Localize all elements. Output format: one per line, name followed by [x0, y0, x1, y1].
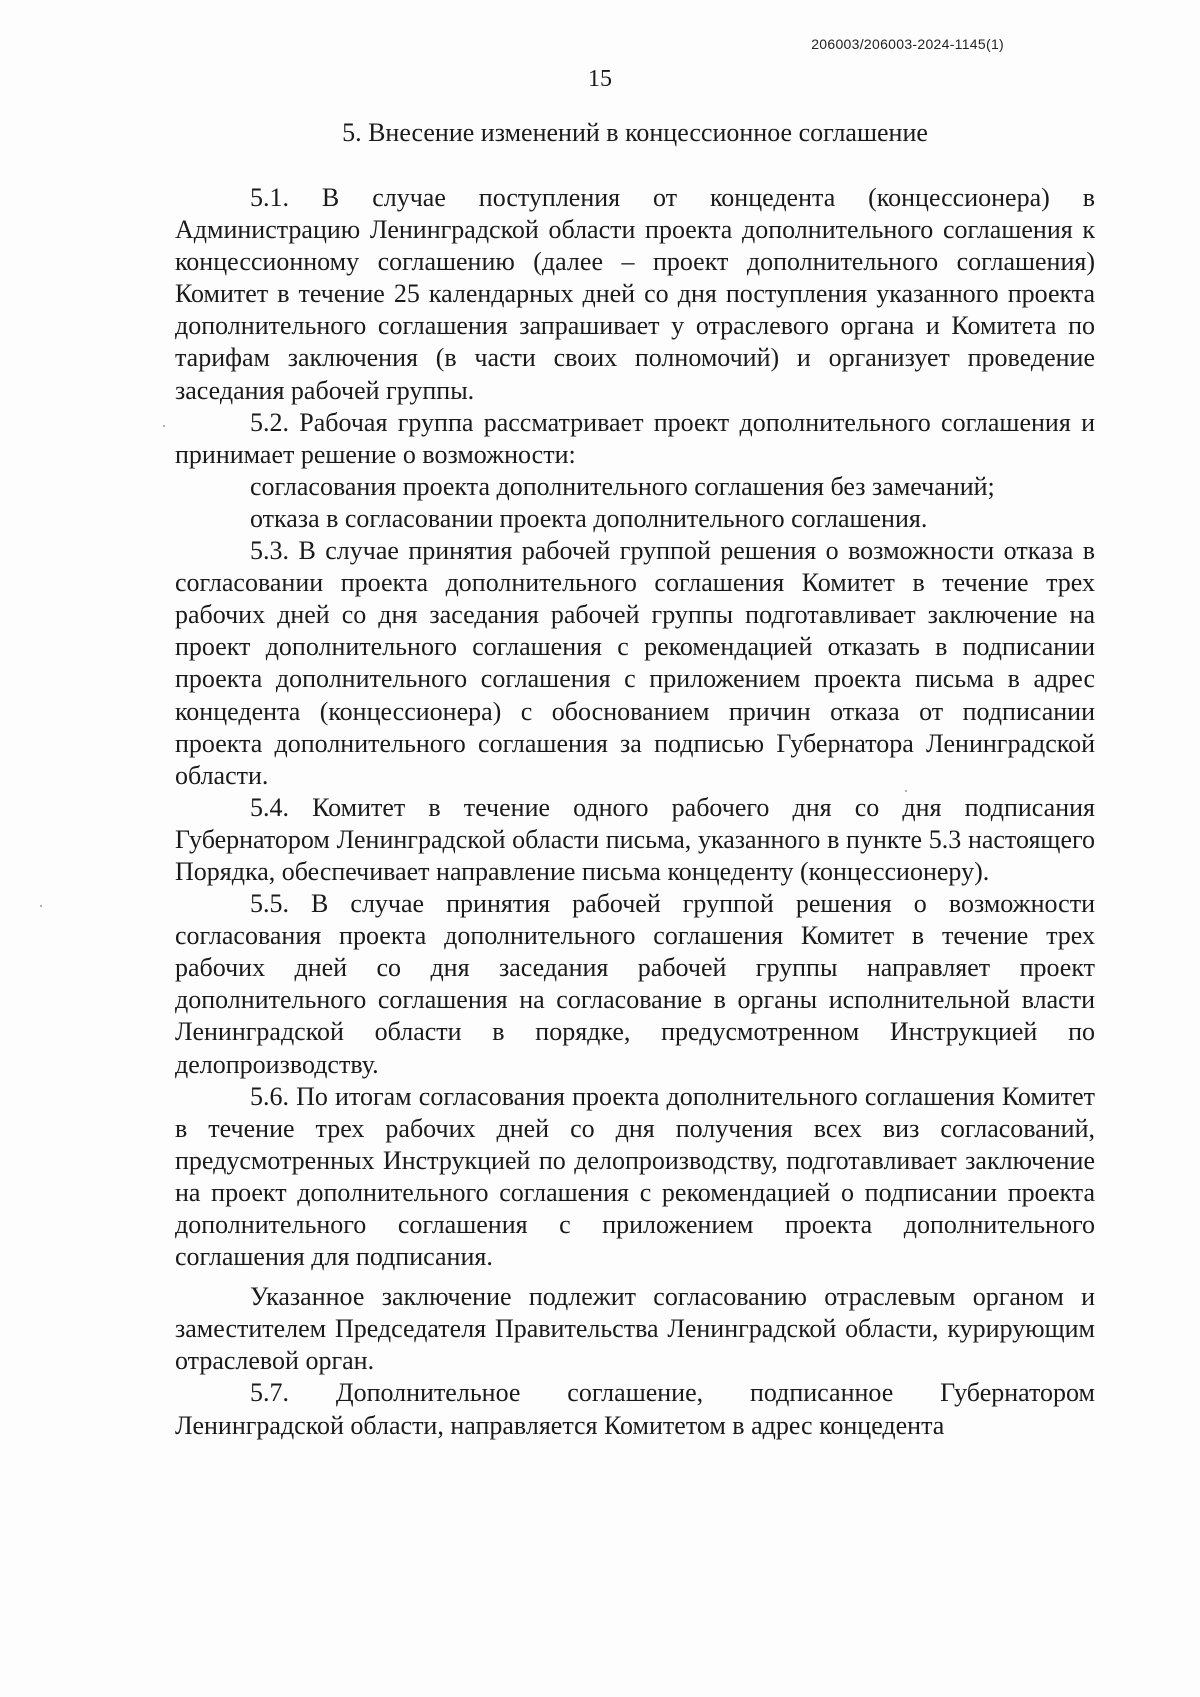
paragraph-5-4: 5.4. Комитет в течение одного рабочего дня со дня подписания Губернатором Ленинградской области письма, указанного в пункте 5.3 настоящего Порядка, обеспечивает направление письма концеденту (концессионеру).: [175, 792, 1095, 886]
section-heading: 5. Внесение изменений в концессионное соглашение: [342, 118, 928, 147]
paragraph-5-6: 5.6. По итогам согласования проекта дополнительного соглашения Комитет в течение трех рабочих дней со дня получения всех виз согласований, предусмотренных Инструкцией по делопроизводству, подготавливает заключение на проект дополнительного соглашения с рекомендацией о подписании проекта дополнительного соглашения с приложением проекта дополнительного соглашения для подписания.: [175, 1081, 1095, 1272]
document-registration-number: 206003/206003-2024-1145(1): [811, 36, 1004, 52]
paragraph-5-3: 5.3. В случае принятия рабочей группой решения о возможности отказа в согласовании проекта дополнительного соглашения Комитет в течение трех рабочих дней со дня заседания рабочей группы подготавливает заключение на проект дополнительного соглашения с рекомендацией отказать в подписании проекта дополнительного соглашения с приложением проекта письма в адрес концедента (концессионера) с обоснованием причин отказа от подписании проекта дополнительного соглашения за подписью Губернатора Ленинградской области.: [175, 536, 1095, 790]
page-number: 15: [588, 66, 612, 92]
paragraph-5-2: 5.2. Рабочая группа рассматривает проект дополнительного соглашения и принимает решение о возможности:: [175, 407, 1095, 469]
paragraph-conclusion-approval: Указанное заключение подлежит согласованию отраслевым органом и заместителем Председателя Правительства Ленинградской области, курирующим отраслевой орган.: [175, 1282, 1095, 1376]
scan-speck: [40, 905, 42, 907]
list-item-approval-option: согласования проекта дополнительного соглашения без замечаний;: [250, 471, 995, 501]
document-body: [175, 182, 1095, 1442]
paragraph-5-7: 5.7. Дополнительное соглашение, подписанное Губернатором Ленинградской области, направляется Комитетом в адрес концедента: [175, 1378, 1095, 1440]
scan-speck: [905, 790, 907, 792]
list-item-refusal-option: отказа в согласовании проекта дополнительного соглашения.: [250, 503, 928, 533]
paragraph-5-5: 5.5. В случае принятия рабочей группой решения о возможности согласования проекта дополнительного соглашения Комитет в течение трех рабочих дней со дня заседания рабочей группы направляет проект дополнительного соглашения на согласование в органы исполнительной власти Ленинградской области в порядке, предусмотренном Инструкцией по делопроизводству.: [175, 889, 1095, 1079]
scan-speck: [163, 425, 165, 427]
paragraph-5-1: 5.1. В случае поступления от концедента (концессионера) в Администрацию Ленинградской области проекта дополнительного соглашения к концессионному соглашению (далее – проект дополнительного соглашения) Комитет в течение 25 календарных дней со дня поступления указанного проекта дополнительного соглашения запрашивает у отраслевого органа и Комитета по тарифам заключения (в части своих полномочий) и организует проведение заседания рабочей группы.: [175, 183, 1095, 405]
